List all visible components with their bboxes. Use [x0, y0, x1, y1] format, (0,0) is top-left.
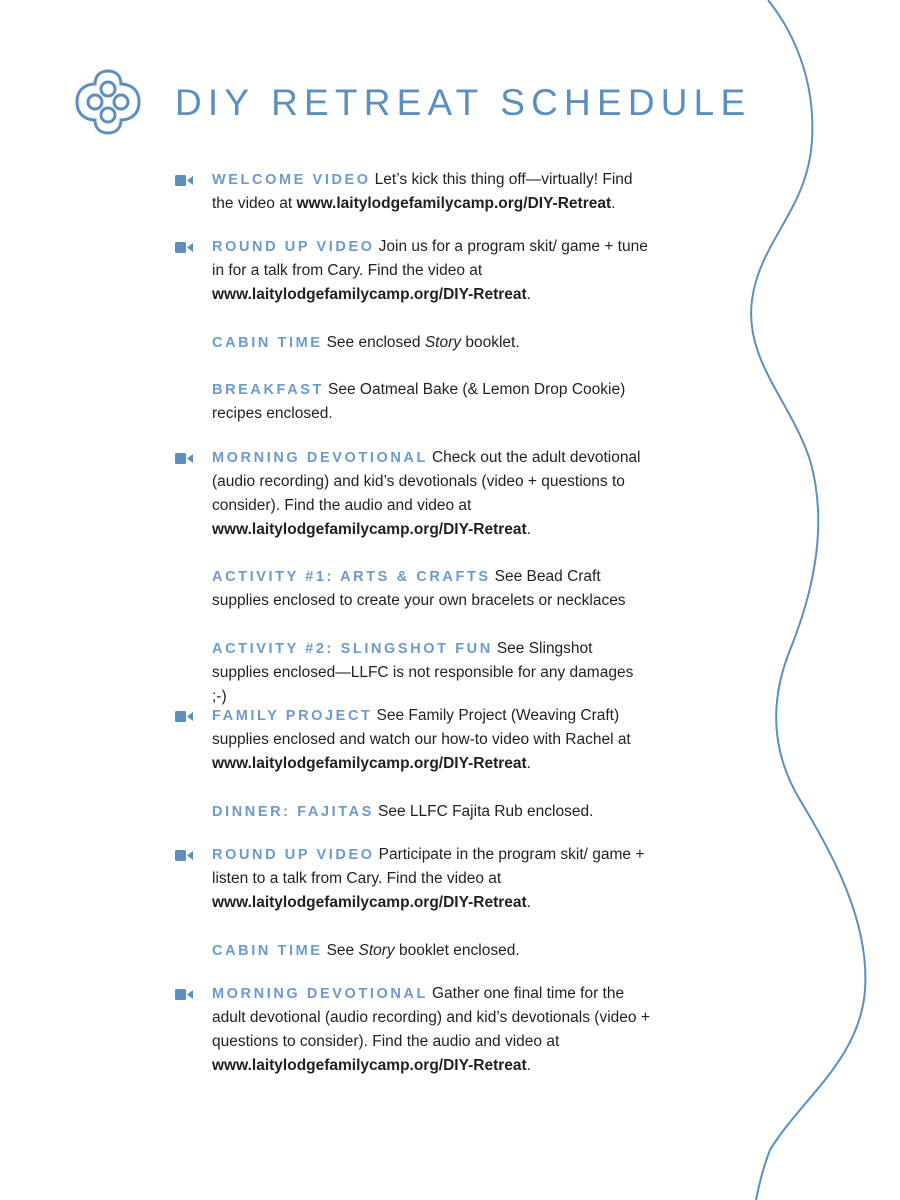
entry-heading: ROUND UP VIDEO: [212, 847, 375, 863]
schedule-entry: [212, 378, 652, 426]
entry-url-link[interactable]: www.laitylodgefamilycamp.org/DIY-Retreat: [212, 286, 527, 303]
entry-emphasis: Story: [358, 942, 395, 959]
entry-punctuation: .: [526, 521, 531, 538]
video-camera-icon: [175, 989, 193, 1000]
video-camera-icon: [175, 175, 193, 186]
entry-text: See Oatmeal Bake (& Lemon Drop Cookie) recipes enclosed.: [212, 381, 626, 422]
schedule-entry: [212, 565, 652, 613]
entry-text-continued: booklet enclosed.: [394, 942, 520, 959]
entry-text: Join us for a program skit/ game + tune in for a talk from Cary. Find the video at: [212, 238, 648, 279]
entry-text: See Bead Craft supplies enclosed to create your own bracelets or necklaces: [212, 568, 626, 609]
entry-heading: BREAKFAST: [212, 382, 325, 398]
entry-heading: CABIN TIME: [212, 943, 323, 959]
entry-heading: DINNER: FAJITAS: [212, 804, 374, 820]
entry-text: Participate in the program skit/ game + listen to a talk from Cary. Find the video at: [212, 846, 645, 887]
entry-text: See Slingshot supplies enclosed—LLFC is not responsible for any damages ;-): [212, 640, 634, 705]
schedule-entry: [212, 800, 652, 824]
video-camera-icon: [175, 242, 193, 253]
entry-url-link[interactable]: www.laitylodgefamilycamp.org/DIY-Retreat: [212, 1057, 527, 1074]
entry-emphasis: Story: [424, 334, 462, 351]
schedule-entry: [212, 637, 652, 709]
entry-heading: ACTIVITY #1: ARTS & CRAFTS: [212, 569, 491, 585]
video-camera-icon: [175, 850, 193, 861]
schedule-entry: [212, 843, 652, 915]
entry-punctuation: .: [611, 195, 616, 212]
quatrefoil-logo-icon: [74, 68, 142, 136]
entry-text: Gather one final time for the adult devotional (audio recording) and kid’s devotionals (video + questions to consider). Find the audio and video at: [212, 985, 650, 1050]
entry-url-link[interactable]: www.laitylodgefamilycamp.org/DIY-Retreat: [212, 755, 527, 772]
entry-punctuation: .: [526, 894, 531, 911]
entry-text-continued: booklet.: [461, 334, 520, 351]
entry-text: See LLFC Fajita Rub enclosed.: [378, 803, 594, 820]
entry-heading: FAMILY PROJECT: [212, 708, 373, 724]
entry-heading: WELCOME VIDEO: [212, 172, 371, 188]
entry-text: Let’s kick this thing off—virtually! Find the video at: [212, 171, 633, 212]
page-title: DIY RETREAT SCHEDULE: [175, 82, 752, 123]
entry-heading: ROUND UP VIDEO: [212, 239, 375, 255]
entry-text: See Family Project (Weaving Craft) supplies enclosed and watch our how-to video with Rachel at: [212, 707, 631, 748]
video-camera-icon: [175, 453, 193, 464]
schedule-entry: [212, 331, 652, 355]
entry-url-link[interactable]: www.laitylodgefamilycamp.org/DIY-Retreat: [212, 894, 527, 911]
video-camera-icon: [175, 711, 193, 722]
schedule-entry: [212, 982, 652, 1078]
entry-punctuation: .: [526, 755, 531, 772]
schedule-entry: [212, 446, 652, 542]
entry-heading: MORNING DEVOTIONAL: [212, 986, 428, 1002]
entry-url-link[interactable]: www.laitylodgefamilycamp.org/DIY-Retreat: [212, 521, 527, 538]
entry-heading: ACTIVITY #2: SLINGSHOT FUN: [212, 641, 493, 657]
entry-heading: MORNING DEVOTIONAL: [212, 450, 428, 466]
schedule-entry: [212, 168, 652, 216]
schedule-entry: [212, 939, 652, 963]
entry-punctuation: .: [526, 1057, 531, 1074]
entry-url-link[interactable]: www.laitylodgefamilycamp.org/DIY-Retreat: [296, 195, 612, 212]
schedule-entry: [212, 704, 652, 776]
entry-text: See enclosed: [326, 334, 425, 351]
entry-text: See: [326, 942, 359, 959]
entry-punctuation: .: [526, 286, 531, 303]
entry-text: Check out the adult devotional (audio recording) and kid’s devotionals (video + questions to consider). Find the audio and video at: [212, 449, 641, 514]
schedule-entry: [212, 235, 652, 307]
entry-heading: CABIN TIME: [212, 335, 323, 351]
